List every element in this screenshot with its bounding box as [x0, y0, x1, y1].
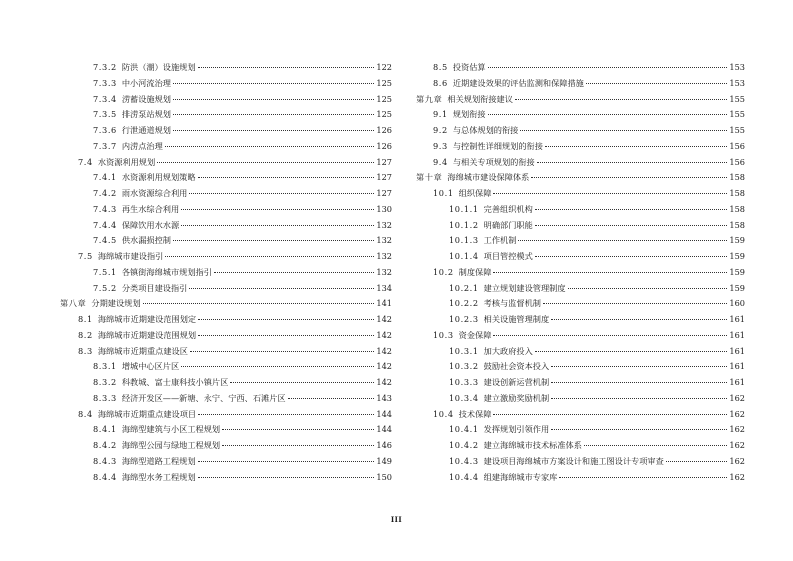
toc-entry-page: 125 — [376, 77, 392, 88]
toc-entry-number: 10.3.4 — [449, 392, 479, 403]
toc-entry-title: 涝蓄设施规划 — [121, 93, 171, 104]
toc-entry-page: 159 — [729, 235, 745, 246]
toc-entry-page: 142 — [376, 314, 392, 324]
toc-entry-page: 142 — [376, 345, 392, 356]
toc-entry-page: 153 — [729, 77, 745, 88]
toc-entry[interactable] — [416, 281, 745, 297]
dot-leader — [535, 351, 728, 352]
dot-leader — [535, 256, 728, 257]
toc-entry-title: 考核与监督机制 — [483, 298, 541, 309]
toc-entry[interactable] — [60, 60, 392, 76]
toc-entry-title: 海绵型道路工程规划 — [121, 455, 196, 466]
toc-entry-title: 排涝泵站规划 — [121, 109, 171, 120]
toc-entry-page: 144 — [376, 424, 392, 435]
toc-entry[interactable] — [416, 312, 745, 328]
toc-entry-number: 10.2.2 — [449, 298, 479, 309]
dot-leader — [190, 351, 374, 352]
toc-entry-number: 8.4 — [78, 408, 93, 419]
toc-entry-page: 132 — [376, 266, 392, 277]
toc-entry-title: 技术保障 — [458, 408, 492, 419]
dot-leader — [222, 445, 374, 446]
toc-entry-number: 7.5.1 — [93, 266, 117, 277]
toc-entry-page: 162 — [729, 424, 745, 435]
toc-entry-title: 海绵型公园与绿地工程规划 — [121, 440, 221, 450]
toc-entry-page: 142 — [376, 377, 392, 387]
toc-entry[interactable] — [416, 391, 745, 407]
toc-entry-page: 142 — [376, 361, 392, 372]
toc-entry-number: 10.1.3 — [449, 235, 479, 246]
toc-entry[interactable] — [416, 328, 745, 344]
toc-entry-page: 159 — [729, 282, 745, 293]
toc-entry-number: 9.2 — [433, 125, 448, 135]
dot-leader — [545, 146, 727, 147]
toc-entry[interactable] — [60, 422, 392, 438]
toc-entry-title: 相关设施管理制度 — [483, 314, 550, 324]
toc-entry-number: 10.4.1 — [449, 424, 479, 435]
toc-entry-number: 10.1.4 — [449, 251, 479, 261]
dot-leader — [537, 162, 728, 163]
toc-entry-number: 10.3.2 — [449, 361, 479, 372]
toc-entry-page: 162 — [729, 392, 745, 403]
toc-entry-number: 7.3.5 — [93, 109, 117, 120]
toc-entry[interactable] — [60, 470, 392, 486]
toc-entry[interactable] — [416, 344, 745, 360]
dot-leader — [520, 130, 727, 131]
toc-entry-page: 125 — [376, 93, 392, 104]
toc-entry[interactable] — [416, 359, 745, 375]
dot-leader — [189, 288, 374, 289]
toc-entry-page: 161 — [729, 329, 745, 340]
dot-leader — [559, 477, 727, 478]
dot-leader — [551, 382, 727, 383]
toc-entry-page: 146 — [376, 440, 392, 450]
toc-entry-page: 158 — [729, 172, 745, 183]
toc-entry-page: 158 — [729, 188, 745, 198]
dot-leader — [586, 83, 728, 84]
toc-entry[interactable] — [60, 407, 392, 423]
toc-entry-title: 防洪（潮）设施规划 — [121, 62, 196, 72]
toc-entry-title: 建立激励奖励机制 — [483, 392, 550, 403]
toc-entry[interactable] — [60, 76, 392, 92]
dot-leader — [222, 429, 374, 430]
toc-entry[interactable] — [416, 470, 745, 486]
toc-entry-title: 中小河流治理 — [121, 77, 171, 88]
toc-entry[interactable] — [60, 359, 392, 375]
dot-leader — [157, 162, 374, 163]
dot-leader — [551, 366, 727, 367]
toc-entry-title: 建设项目海绵城市方案设计和施工图设计专项审查 — [483, 455, 664, 466]
toc-entry-title: 资金保障 — [458, 329, 492, 340]
toc-entry-title: 近期建设效果的评估监测和保障措施 — [452, 77, 584, 88]
toc-entry[interactable] — [416, 265, 745, 281]
toc-entry-page: 143 — [376, 392, 392, 403]
toc-entry-title: 分类项目建设指引 — [121, 282, 188, 293]
dot-leader — [230, 382, 374, 383]
toc-entry-number: 7.5.2 — [93, 282, 117, 293]
toc-entry-title: 与总体规划的衔接 — [452, 125, 519, 135]
toc-entry-page: 125 — [376, 109, 392, 120]
toc-entry[interactable] — [416, 422, 745, 438]
toc-entry-title: 规划衔接 — [452, 109, 486, 120]
dot-leader — [518, 240, 727, 241]
toc-entry-title: 水资源利用规划策略 — [121, 172, 196, 183]
toc-entry-page: 126 — [376, 140, 392, 151]
toc-entry-number: 10.4 — [433, 408, 454, 419]
toc-entry-page: 162 — [729, 455, 745, 466]
toc-entry-title: 科教城、富士康科技小镇片区 — [121, 377, 229, 387]
toc-entry-number: 8.2 — [78, 329, 93, 340]
toc-entry-page: 134 — [376, 282, 392, 293]
dot-leader — [493, 414, 727, 415]
toc-entry-page: 162 — [729, 440, 745, 450]
toc-entry-page: 162 — [729, 408, 745, 419]
toc-entry-number: 8.6 — [433, 77, 448, 88]
toc-entry-page: 159 — [729, 251, 745, 261]
toc-entry-page: 155 — [729, 125, 745, 135]
toc-entry-title: 组建海绵城市专家库 — [483, 471, 558, 482]
toc-entry-page: 127 — [376, 172, 392, 183]
toc-entry-title: 海绵城市近期建设范围划定 — [97, 314, 197, 324]
toc-entry-page: 132 — [376, 235, 392, 246]
dot-leader — [551, 319, 727, 320]
toc-entry-number: 8.4.3 — [93, 455, 117, 466]
toc-entry[interactable] — [416, 296, 745, 312]
dot-leader — [143, 303, 375, 304]
toc-entry-page: 159 — [729, 266, 745, 277]
toc-entry-title: 经济开发区——新塘、永宁、宁西、石滩片区 — [121, 392, 286, 403]
toc-entry[interactable] — [416, 407, 745, 423]
dot-leader — [173, 130, 374, 131]
toc-entry-title: 制度保障 — [458, 266, 492, 277]
toc-entry[interactable] — [416, 107, 745, 123]
toc-entry-number: 10.1.1 — [449, 203, 479, 214]
toc-entry-number: 10.2 — [433, 266, 454, 277]
dot-leader — [165, 256, 374, 257]
toc-entry[interactable] — [60, 344, 392, 360]
toc-entry-number: 7.3.4 — [93, 93, 117, 104]
toc-entry-title: 行泄通道规划 — [121, 125, 171, 135]
toc-entry-page: 122 — [376, 62, 392, 72]
toc-entry-title: 分期建设规划 — [91, 298, 141, 309]
toc-entry-title: 海绵城市近期重点建设项目 — [97, 408, 197, 419]
toc-entry[interactable] — [60, 107, 392, 123]
toc-entry-page: 149 — [376, 455, 392, 466]
dot-leader — [543, 303, 727, 304]
toc-entry-number: 8.4.2 — [93, 440, 117, 450]
toc-entry-number: 7.4.1 — [93, 172, 117, 183]
toc-entry[interactable] — [416, 155, 745, 171]
toc-entry-number: 7.5 — [78, 251, 93, 261]
dot-leader — [181, 225, 374, 226]
toc-entry-title: 海绵城市近期重点建设区 — [97, 345, 188, 356]
toc-entry-title: 工作机制 — [483, 235, 517, 246]
dot-leader — [189, 193, 374, 194]
dot-leader — [551, 398, 727, 399]
toc-entry-title: 与相关专项规划的衔接 — [452, 156, 535, 167]
toc-entry-title: 鼓励社会资本投入 — [483, 361, 550, 372]
toc-entry[interactable] — [416, 249, 745, 265]
dot-leader — [515, 99, 727, 100]
toc-entry-title: 加大政府投入 — [483, 345, 533, 356]
toc-entry[interactable] — [60, 281, 392, 297]
toc-entry[interactable] — [416, 454, 745, 470]
dot-leader — [288, 398, 375, 399]
toc-entry-page: 155 — [729, 93, 745, 104]
toc-entry-number: 10.3 — [433, 329, 454, 340]
toc-entry-title: 建设创新运营机制 — [483, 377, 550, 387]
dot-leader — [535, 209, 728, 210]
toc-entry-number: 10.4.2 — [449, 440, 479, 450]
dot-leader — [531, 177, 727, 178]
toc-entry-title: 保障饮用水水源 — [121, 219, 180, 230]
toc-entry-page: 155 — [729, 109, 745, 120]
dot-leader — [551, 429, 727, 430]
dot-leader — [493, 193, 727, 194]
toc-entry-title: 各镇街海绵城市规划指引 — [121, 266, 212, 277]
toc-entry-page: 161 — [729, 345, 745, 356]
toc-entry-number: 8.3.2 — [93, 377, 117, 387]
toc-entry-number: 7.4.4 — [93, 219, 117, 230]
toc-entry-number: 7.4 — [78, 156, 93, 167]
toc-entry-page: 141 — [376, 298, 392, 309]
dot-leader — [173, 240, 374, 241]
toc-left-column — [60, 60, 392, 485]
toc-entry-number: 7.4.5 — [93, 235, 117, 246]
toc-entry-number: 9.4 — [433, 156, 448, 167]
toc-entry[interactable] — [416, 123, 745, 139]
toc-entry[interactable] — [60, 312, 392, 328]
toc-entry-page: 132 — [376, 251, 392, 261]
dot-leader — [181, 209, 374, 210]
toc-entry-number: 9.3 — [433, 140, 448, 151]
toc-entry[interactable] — [60, 218, 392, 234]
toc-entry-title: 供水漏损控制 — [121, 235, 171, 246]
toc-entry-number: 8.4.1 — [93, 424, 117, 435]
toc-entry-title: 与控制性详细规划的衔接 — [452, 140, 543, 151]
toc-entry-page: 127 — [376, 188, 392, 198]
toc-entry-page: 132 — [376, 219, 392, 230]
dot-leader — [535, 225, 728, 226]
toc-entry-number: 第十章 — [416, 172, 443, 183]
toc-entry[interactable] — [416, 233, 745, 249]
toc-entry[interactable] — [416, 170, 745, 186]
page-number: III — [390, 515, 403, 524]
toc-entry[interactable] — [60, 202, 392, 218]
dot-leader — [173, 99, 374, 100]
toc-entry-number: 10.3.1 — [449, 345, 479, 356]
toc-entry-title: 明确部门职能 — [483, 219, 533, 230]
toc-entry-title: 水资源利用规划 — [97, 156, 156, 167]
toc-entry-page: 158 — [729, 203, 745, 214]
toc-entry[interactable] — [60, 92, 392, 108]
toc-entry-number: 7.3.7 — [93, 140, 117, 151]
toc-entry-page: 162 — [729, 471, 745, 482]
toc-entry-number: 10.1.2 — [449, 219, 479, 230]
toc-entry[interactable] — [60, 391, 392, 407]
dot-leader — [173, 83, 374, 84]
toc-entry-title: 组织保障 — [458, 188, 492, 198]
toc-entry[interactable] — [60, 155, 392, 171]
toc-entry[interactable] — [60, 454, 392, 470]
toc-entry[interactable] — [416, 375, 745, 391]
toc-entry-title: 投资估算 — [452, 62, 486, 72]
toc-entry-number: 7.4.2 — [93, 188, 117, 198]
toc-entry-number: 8.3 — [78, 345, 93, 356]
toc-entry-title: 雨水资源综合利用 — [121, 188, 188, 198]
toc-entry-number: 第九章 — [416, 93, 443, 104]
dot-leader — [568, 288, 728, 289]
toc-entry[interactable] — [60, 233, 392, 249]
dot-leader — [198, 414, 374, 415]
dot-leader — [198, 319, 374, 320]
toc-entry-page: 153 — [729, 62, 745, 72]
toc-entry-number: 8.5 — [433, 62, 448, 72]
toc-entry[interactable] — [60, 296, 392, 312]
dot-leader — [198, 477, 375, 478]
toc-entry-title: 项目管控模式 — [483, 251, 533, 261]
toc-entry-page: 161 — [729, 361, 745, 372]
toc-entry-title: 再生水综合利用 — [121, 203, 180, 214]
toc-entry-title: 完善组织机构 — [483, 203, 533, 214]
toc-entry-title: 海绵型建筑与小区工程规划 — [121, 424, 221, 435]
toc-entry[interactable] — [60, 170, 392, 186]
toc-entry[interactable] — [416, 76, 745, 92]
dot-leader — [181, 366, 374, 367]
toc-right-column — [416, 60, 745, 485]
dot-leader — [198, 67, 375, 68]
toc-entry-title: 海绵城市建设保障体系 — [447, 172, 530, 183]
toc-entry-page: 130 — [376, 203, 392, 214]
toc-entry-number: 10.4.3 — [449, 455, 479, 466]
toc-entry-page: 142 — [376, 329, 392, 340]
toc-entry-number: 第八章 — [60, 298, 87, 309]
toc-entry[interactable] — [416, 202, 745, 218]
toc-entry[interactable] — [60, 249, 392, 265]
toc-entry-number: 10.4.4 — [449, 471, 479, 482]
toc-entry-page: 150 — [376, 471, 392, 482]
toc-entry-title: 海绵城市建设指引 — [97, 251, 164, 261]
toc-entry-title: 建立规划建设管理制度 — [483, 282, 566, 293]
toc-entry[interactable] — [60, 375, 392, 391]
toc-entry-number: 8.3.3 — [93, 392, 117, 403]
toc-entry-number: 8.1 — [78, 314, 93, 324]
dot-leader — [493, 335, 727, 336]
toc-entry[interactable] — [60, 139, 392, 155]
dot-leader — [173, 114, 374, 115]
toc-entry[interactable] — [416, 92, 745, 108]
toc-entry-number: 8.4.4 — [93, 471, 117, 482]
dot-leader — [198, 177, 375, 178]
toc-entry-page: 126 — [376, 125, 392, 135]
dot-leader — [214, 272, 374, 273]
toc-entry[interactable] — [416, 139, 745, 155]
toc-entry[interactable] — [60, 328, 392, 344]
toc-entry[interactable] — [416, 438, 745, 454]
toc-entry-page: 161 — [729, 314, 745, 324]
toc-entry-number: 10.2.1 — [449, 282, 479, 293]
toc-entry-title: 相关规划衔接建议 — [447, 93, 513, 104]
toc-entry-page: 127 — [376, 156, 392, 167]
toc-entry-page: 144 — [376, 408, 392, 419]
toc-entry-page: 158 — [729, 219, 745, 230]
toc-entry-title: 内涝点治理 — [121, 140, 163, 151]
toc-entry-number: 7.3.3 — [93, 77, 117, 88]
dot-leader — [493, 272, 727, 273]
toc-entry[interactable] — [60, 265, 392, 281]
toc-entry-title: 建立海绵城市技术标准体系 — [483, 440, 582, 450]
dot-leader — [198, 461, 375, 462]
toc-entry-number: 10.2.3 — [449, 314, 479, 324]
toc-entry-title: 海绵城市近期建设范围规划 — [97, 329, 197, 340]
dot-leader — [666, 461, 728, 462]
toc-entry-page: 156 — [729, 140, 745, 151]
toc-entry[interactable] — [60, 186, 392, 202]
dot-leader — [198, 335, 374, 336]
dot-leader — [165, 146, 375, 147]
toc-entry-number: 10.3.3 — [449, 377, 479, 387]
dot-leader — [488, 114, 728, 115]
dot-leader — [584, 445, 727, 446]
toc-entry-page: 156 — [729, 156, 745, 167]
toc-entry-number: 7.3.2 — [93, 62, 117, 72]
toc-entry-number: 7.3.6 — [93, 125, 117, 135]
toc-entry[interactable] — [60, 123, 392, 139]
toc-entry-number: 8.3.1 — [93, 361, 117, 372]
dot-leader — [488, 67, 728, 68]
toc-entry-title: 增城中心区片区 — [121, 361, 180, 372]
toc-entry-number: 9.1 — [433, 109, 448, 120]
toc-entry-number: 10.1 — [433, 188, 454, 198]
toc-entry[interactable] — [60, 438, 392, 454]
toc-entry-page: 160 — [729, 298, 745, 309]
toc-entry[interactable] — [416, 186, 745, 202]
toc-entry-number: 7.4.3 — [93, 203, 117, 214]
toc-entry-page: 161 — [729, 377, 745, 387]
toc-entry-title: 海绵型水务工程规划 — [121, 471, 196, 482]
toc-entry[interactable] — [416, 60, 745, 76]
toc-entry-title: 发挥规划引领作用 — [483, 424, 550, 435]
toc-entry[interactable] — [416, 218, 745, 234]
